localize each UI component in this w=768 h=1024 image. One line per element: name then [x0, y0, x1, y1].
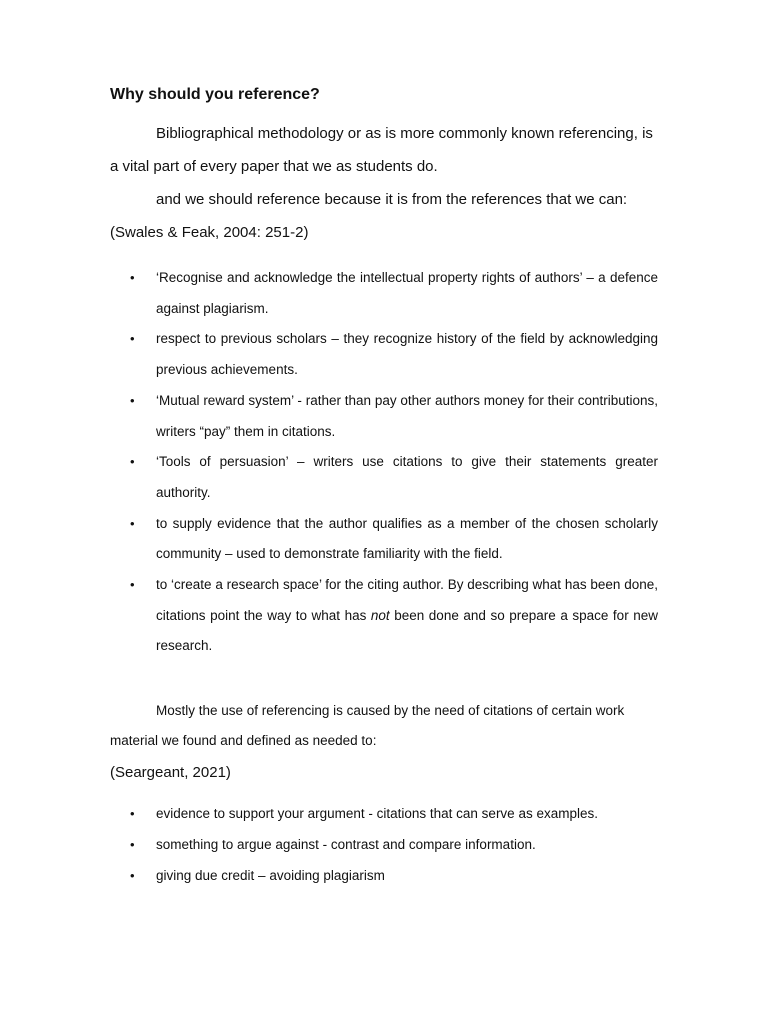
bullet-icon: • — [130, 577, 135, 593]
list-item — [110, 324, 658, 385]
list-item-text — [156, 570, 658, 662]
list-item-text: ‘Tools of persuasion’ – writers use citations to give their statements greater authority. — [156, 454, 658, 500]
list-item — [110, 830, 658, 861]
list-item — [110, 570, 658, 662]
list-item — [110, 509, 658, 570]
list-item-text: evidence to support your argument - citations that can serve as examples. — [156, 806, 598, 822]
bullet-icon: • — [130, 867, 135, 883]
list-item-text: giving due credit – avoiding plagiarism — [156, 867, 385, 883]
list-item — [110, 447, 658, 508]
reasons-list — [110, 263, 658, 662]
list-item-text: to supply evidence that the author qualifies as a member of the chosen scholarly community – used to demonstrate familiarity with the field. — [156, 515, 658, 562]
list-item-text-part: to ‘create a research space’ for the citing author. By describing what has been done, citations point the way to what has — [156, 577, 658, 623]
list-item — [110, 861, 658, 892]
list-item — [110, 386, 658, 447]
list-item-text: ‘Mutual reward system’ - rather than pay other authors money for their contributions, writers “pay” them in citations. — [156, 392, 658, 439]
bullet-icon: • — [130, 836, 135, 852]
needs-list — [110, 799, 658, 891]
emphasis-text: not — [370, 607, 390, 623]
document-page — [110, 84, 658, 891]
page-title: Why should you reference? — [110, 86, 320, 103]
section2-paragraph: Mostly the use of referencing is caused by the need of citations of certain work material we found and defined as needed to: — [110, 703, 625, 749]
bullet-icon: • — [130, 515, 135, 531]
bullet-icon: • — [130, 270, 135, 285]
bullet-icon: • — [130, 454, 135, 470]
list-item-text: something to argue against - contrast and compare information. — [156, 836, 536, 852]
list-item — [110, 263, 658, 324]
intro-lead-in: and we should reference because it is from the references that we can: — [156, 191, 628, 208]
list-item-text: respect to previous scholars – they recognize history of the field by acknowledging previous achievements. — [156, 331, 658, 378]
bullet-icon: • — [130, 331, 135, 347]
list-item-text: ‘Recognise and acknowledge the intellectual property rights of authors’ – a defence against plagiarism. — [156, 270, 658, 316]
citation-swales-feak: (Swales & Feak, 2004: 251-2) — [110, 224, 309, 241]
bullet-icon: • — [130, 392, 135, 408]
list-item — [110, 799, 658, 830]
intro-paragraph: Bibliographical methodology or as is more commonly known referencing, is a vital part of every paper that we as students do. — [110, 125, 653, 175]
list-item-text-part: been done and so prepare a space for new research. — [156, 607, 658, 654]
citation-seargeant: (Seargeant, 2021) — [110, 764, 231, 782]
bullet-icon: • — [130, 806, 135, 822]
